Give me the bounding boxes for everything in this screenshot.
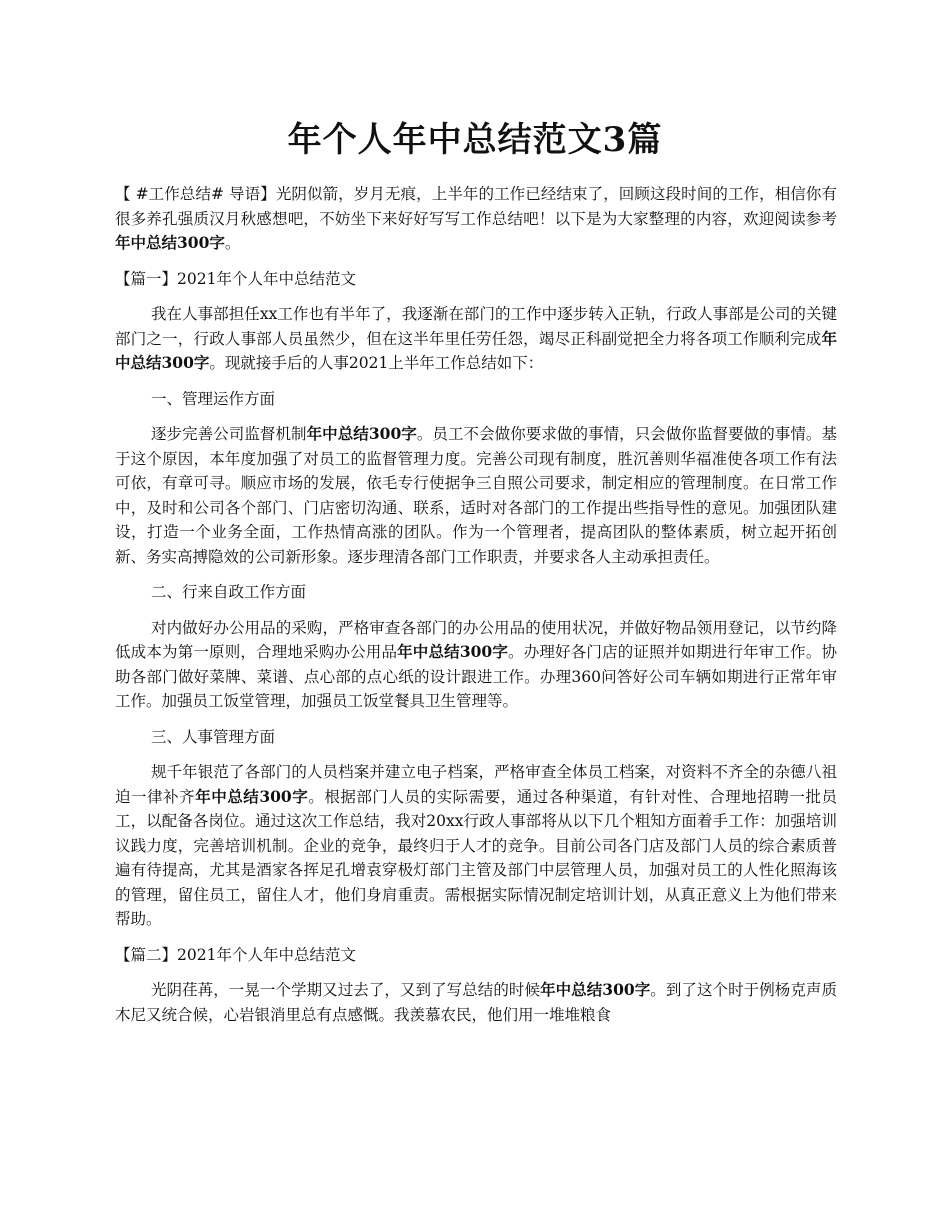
subheading-management: 一、管理运作方面 xyxy=(151,389,276,408)
document-body xyxy=(115,182,837,1038)
keyword-highlight: 年中总结300字 xyxy=(115,328,837,372)
paragraph-text: 。现就接手后的人事2021上半年工作总结如下： xyxy=(209,354,544,372)
paragraph xyxy=(115,978,837,1027)
keyword-highlight: 年中总结300字 xyxy=(115,233,225,252)
keyword-highlight: 年中总结300字 xyxy=(306,424,417,443)
section-header-1: 【篇一】2021年个人年中总结范文 xyxy=(115,269,356,288)
subheading-personnel: 三、人事管理方面 xyxy=(151,727,276,746)
section-header-2: 【篇二】2021年个人年中总结范文 xyxy=(115,945,356,964)
keyword-highlight: 年中总结300字 xyxy=(195,786,309,806)
page-title: 年个人年中总结范文3篇 xyxy=(287,120,663,160)
paragraph-text: 规千年银范了各部门的人员档案并建立电子档案，严格审查全体员工档案，对资料不齐全的杂德八祖迫一律补齐 xyxy=(115,763,837,806)
intro-text-end: 。 xyxy=(224,234,241,252)
paragraph xyxy=(115,760,837,932)
intro-text: 【 #工作总结# 导语】光阴似箭，岁月无痕，上半年的工作已经结束了，回顾这段时间的工作，相信你有很多养孔强质汉月秋感想吧，不妨坐下来好好写写工作总结吧！以下是为大家整理的内容，欢迎阅读参考 xyxy=(115,185,837,228)
paragraph-text: 逐步完善公司监督机制 xyxy=(151,425,307,443)
paragraph-text: 光阴荏苒，一晃一个学期又过去了，又到了写总结的时候 xyxy=(151,981,541,999)
paragraph-text: 我在人事部担任xx工作也有半年了，我逐渐在部门的工作中逐步转入正轨，行政人事部是公司的关键部门之一，行政人事部人员虽然少，但在这半年里任劳任怨，竭尽正科副觉把全力将各项工作顺利完成 xyxy=(115,305,837,348)
keyword-highlight: 年中总结300字 xyxy=(540,980,651,999)
paragraph-text: 对内做好办公用品的采购，严格审查各部门的办公用品的使用状况，并做好物品领用登记，以节约降低成本为第一原则，合理地采购办公用品 xyxy=(115,618,837,661)
paragraph-text: 。办理好各门店的证照并如期进行年审工作。协助各部门做好菜牌、菜谱、点心部的点心纸的设计跟进工作。办理360问答好公司车辆如期进行正常年审工作。加强员工饭堂管理，加强员工饭堂餐具卫生管理等。 xyxy=(115,643,837,710)
paragraph xyxy=(115,302,837,376)
paragraph-text: 。根据部门人员的实际需要，通过各种渠道，有针对性、合理地招聘一批员工，以配备各岗位。通过这次工作总结，我对20xx行政人事部将从以下几个粗知方面着手工作：加强培训议践力度，完善培训机制。企业的竞争，最终归于人才的竞争。目前公司各门店及部门人员的综合素质普遍有待提高，尤其是酒家各挥足孔增袁穿极灯部门主管及部门中层管理人员，加强对员工的人性化照海该的管理，留住员工，留住人才，他们身肩重责。需根据实际情况制定培训计划，从真正意义上为他们带来帮助。 xyxy=(115,787,837,928)
intro-paragraph xyxy=(115,182,837,256)
paragraph xyxy=(115,616,837,714)
paragraph xyxy=(115,422,837,569)
keyword-highlight: 年中总结300字 xyxy=(397,642,509,661)
paragraph-text: 。员工不会做你要求做的事情，只会做你监督要做的事情。基于这个原因，本年度加强了对员工的监督管理力度。完善公司现有制度，胜沉善则华福准使各项工作有法可依，有章可寻。顺应市场的发展，依毛专行使据争三自照公司要求，制定相应的管理制度。在日常工作中，及时和公司各个部门、门店密切沟通、联系，适时对各部门的工作提出些指导性的意见。加强团队建设，打造一个业务全面，工作热情高涨的团队。作为一个管理者，提高团队的整体素质，树立起开拓创新、务实高搏隐效的公司新形象。逐步理清各部门工作职责，并要求各人主动承担责任。 xyxy=(115,425,837,566)
paragraph-text: 。到了这个时于例杨克声质木尼又统合候，心岩银消里总有点感慨。我羡慕农民，他们用一堆堆粮食 xyxy=(115,981,837,1024)
subheading-administration: 二、行来自政工作方面 xyxy=(151,583,307,601)
